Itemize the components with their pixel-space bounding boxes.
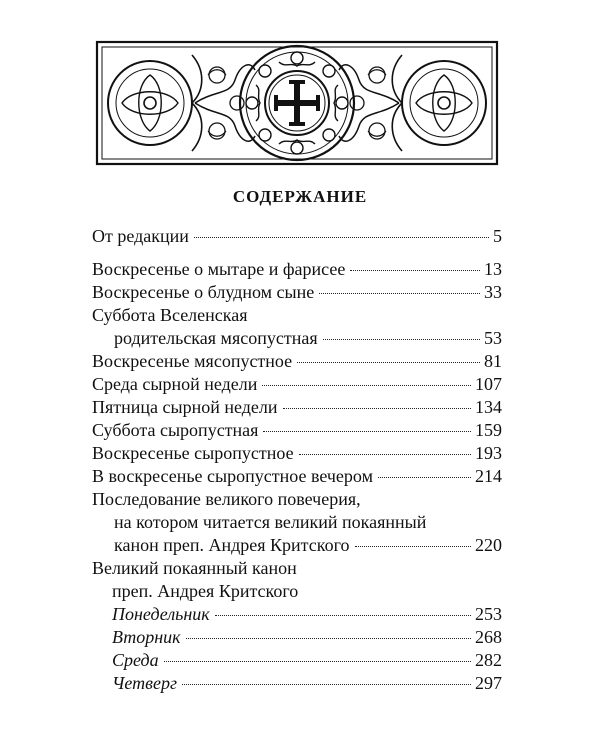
leader-dots [194, 237, 489, 238]
leader-dots [186, 638, 471, 639]
page-number: 268 [475, 627, 502, 647]
leader-dots [350, 270, 480, 271]
toc-entry[interactable]: Воскресенье о блудном сыне 33 [92, 282, 502, 302]
page-number: 214 [475, 466, 502, 486]
toc-entry[interactable]: родительская мясопустная 53 [114, 328, 502, 348]
leader-dots [355, 546, 471, 547]
toc-entry[interactable]: Воскресенье сыропустное 193 [92, 443, 502, 463]
toc-entry-heading: на котором читается великий покаянный [114, 512, 427, 532]
page-number: 53 [484, 328, 502, 348]
page-number: 220 [475, 535, 502, 555]
leader-dots [215, 615, 471, 616]
toc-entry-heading: Суббота Вселенская [92, 305, 248, 325]
toc-entry[interactable]: Пятница сырной недели 134 [92, 397, 502, 417]
page-number: 297 [475, 673, 502, 693]
toc-entry[interactable]: канон преп. Андрея Критского 220 [114, 535, 502, 555]
header-ornament [95, 40, 499, 166]
leader-dots [319, 293, 480, 294]
leader-dots [283, 408, 471, 409]
toc-entry-heading: Великий покаянный канон [92, 558, 297, 578]
toc-entry-heading: преп. Андрея Критского [112, 581, 299, 601]
page-number: 107 [475, 374, 502, 394]
leader-dots [297, 362, 480, 363]
page-number: 253 [475, 604, 502, 624]
toc-entry-heading: Последование великого повечерия, [92, 489, 361, 509]
toc-entry[interactable]: Четверг 297 [112, 673, 502, 693]
toc-heading: СОДЕРЖАНИЕ [232, 187, 368, 206]
leader-dots [164, 661, 471, 662]
page-number: 282 [475, 650, 502, 670]
toc-entry[interactable]: Вторник 268 [112, 627, 502, 647]
table-of-contents [92, 226, 502, 696]
page-number: 33 [484, 282, 502, 302]
toc-entry[interactable]: Понедельник 253 [112, 604, 502, 624]
toc-entry[interactable]: От редакции 5 [92, 226, 502, 246]
leader-dots [263, 431, 471, 432]
leader-dots [323, 339, 480, 340]
toc-entry[interactable]: Среда 282 [112, 650, 502, 670]
leader-dots [378, 477, 471, 478]
page-number: 134 [475, 397, 502, 417]
toc-entry[interactable]: Воскресенье о мытаре и фарисее 13 [92, 259, 502, 279]
cross-icon [274, 80, 320, 126]
toc-entry[interactable]: Среда сырной недели 107 [92, 374, 502, 394]
leader-dots [182, 684, 471, 685]
page-number: 159 [475, 420, 502, 440]
toc-entry[interactable]: Воскресенье мясопустное 81 [92, 351, 502, 371]
page-number: 13 [484, 259, 502, 279]
page-number: 5 [493, 226, 502, 246]
page-number: 81 [484, 351, 502, 371]
toc-entry[interactable]: Суббота сыропустная 159 [92, 420, 502, 440]
page-number: 193 [475, 443, 502, 463]
leader-dots [262, 385, 471, 386]
leader-dots [299, 454, 471, 455]
toc-entry[interactable]: В воскресенье сыропустное вечером 214 [92, 466, 502, 486]
